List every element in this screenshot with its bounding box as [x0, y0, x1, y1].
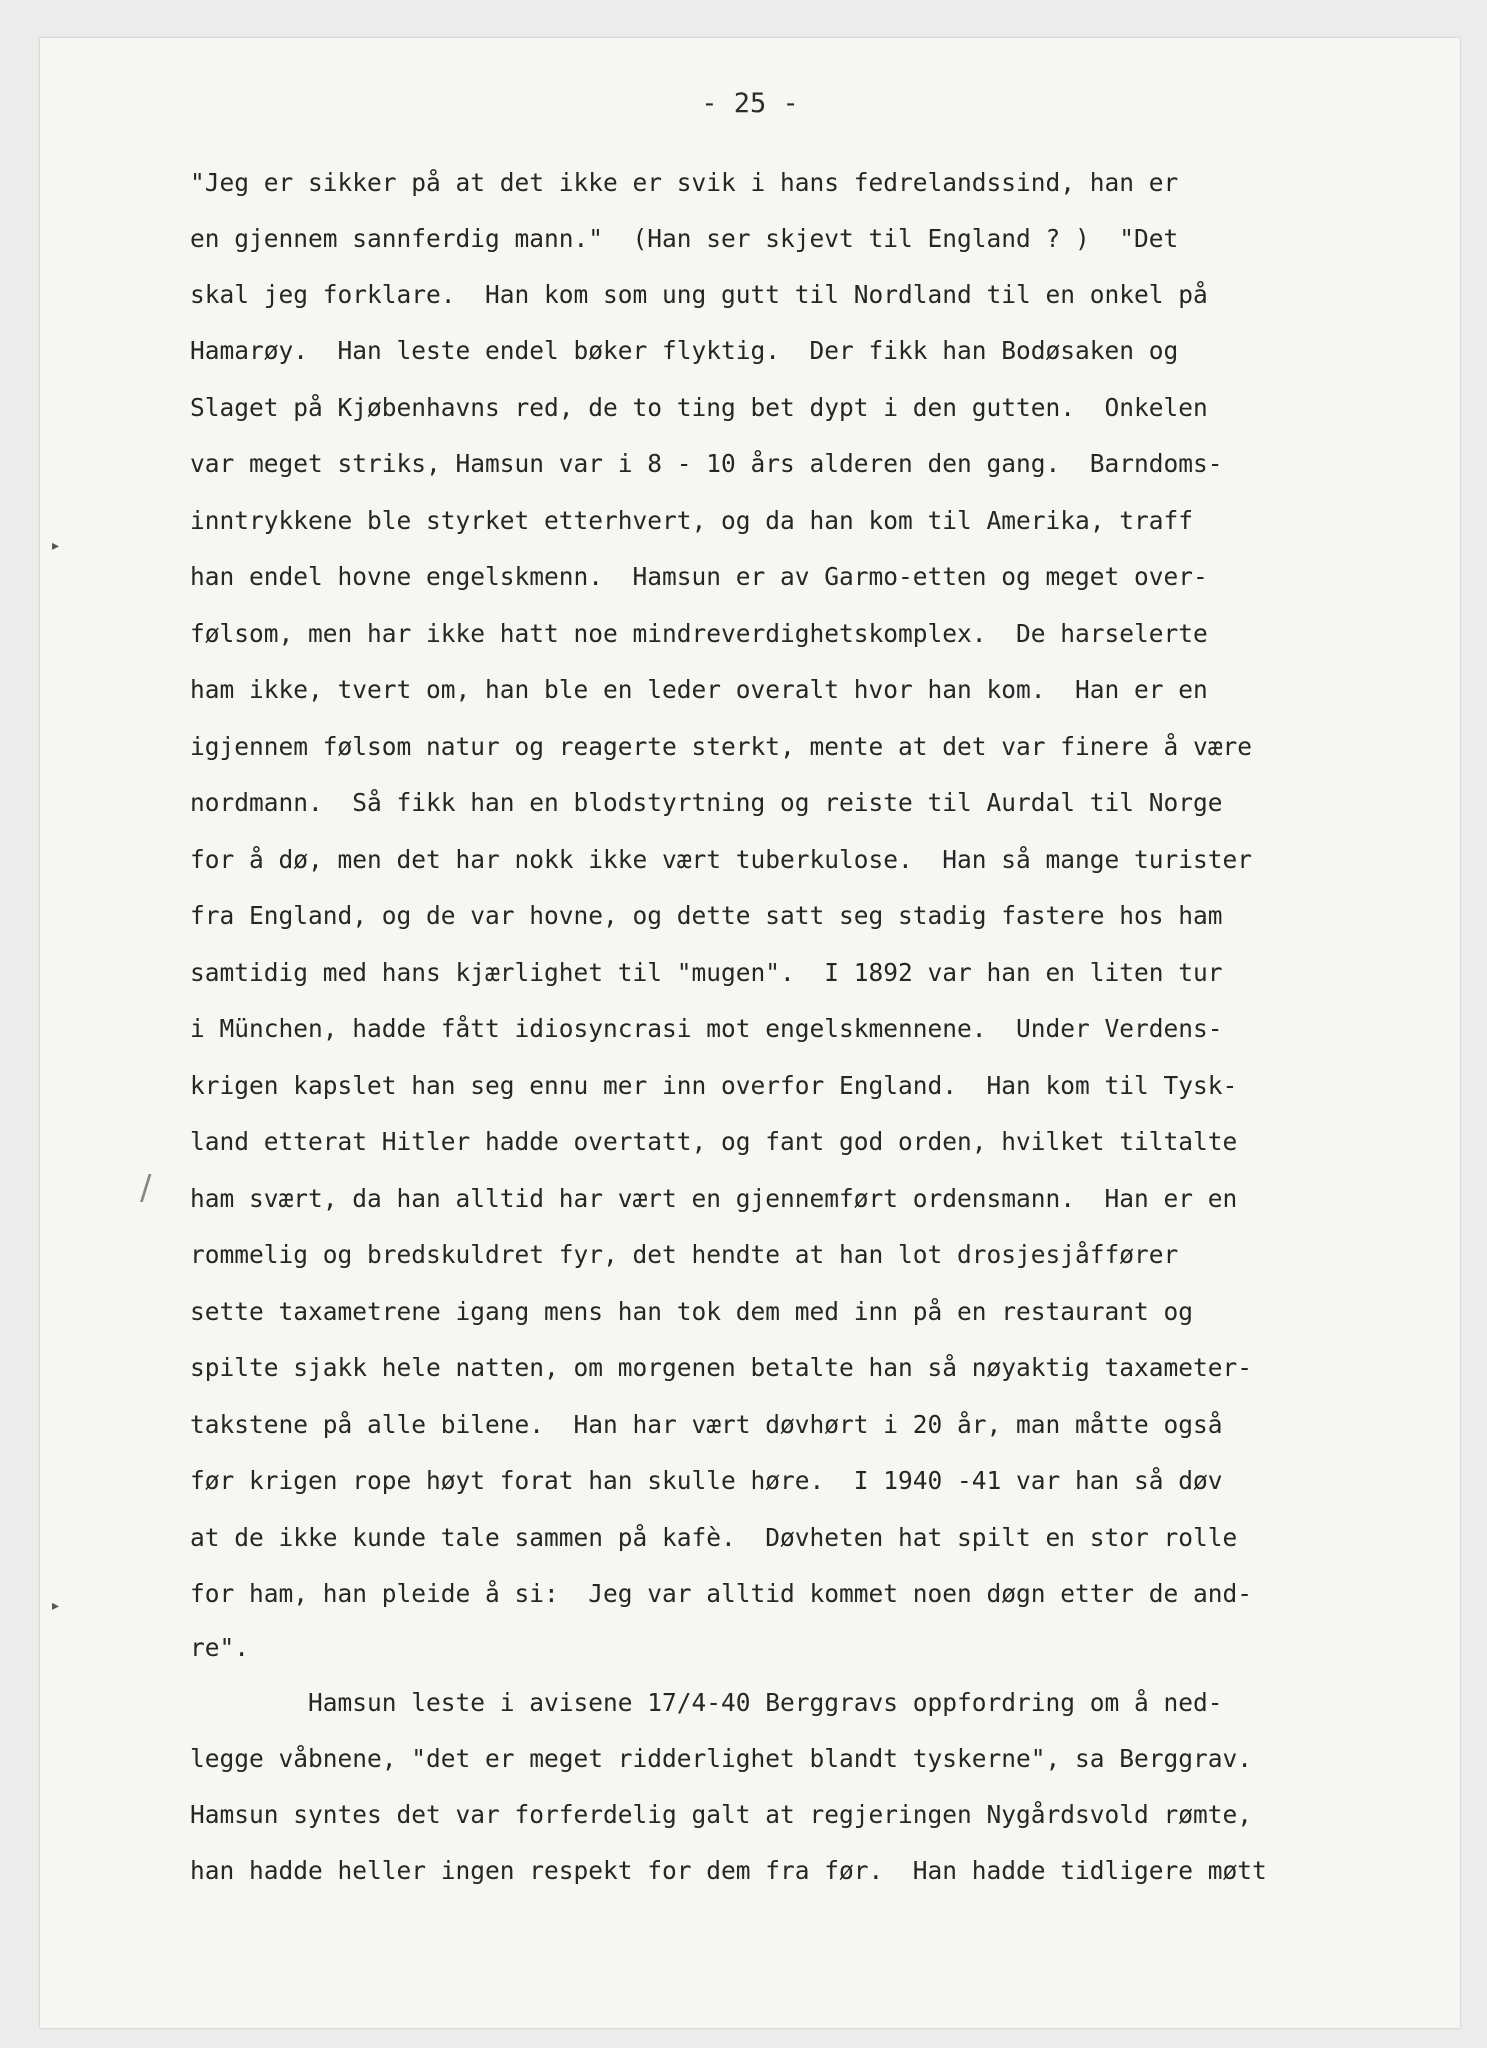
text-line: for å dø, men det har nokk ikke vært tuberkulose. Han så mange turister: [190, 845, 1253, 874]
text-line: sette taxametrene igang mens han tok dem med inn på en restaurant og: [190, 1297, 1194, 1326]
margin-mark: ▸: [52, 538, 60, 554]
text-line: inntrykkene ble styrket etterhvert, og da han kom til Amerika, traff: [190, 506, 1194, 535]
text-line: spilte sjakk hele natten, om morgenen betalte han så nøyaktig taxameter-: [190, 1353, 1253, 1382]
text-line: Hamsun syntes det var forferdelig galt at regjeringen Nygårdsvold rømte,: [190, 1800, 1253, 1829]
document-page: [40, 38, 1460, 2028]
text-line: en gjennem sannferdig mann." (Han ser skjevt til England ? ) "Det: [190, 224, 1179, 253]
text-line: land etterat Hitler hadde overtatt, og fant god orden, hvilket tiltalte: [190, 1127, 1238, 1156]
text-line: før krigen rope høyt forat han skulle høre. I 1940 -41 var han så døv: [190, 1466, 1223, 1495]
text-line: "Jeg er sikker på at det ikke er svik i hans fedrelandssind, han er: [190, 168, 1179, 197]
text-line: følsom, men har ikke hatt noe mindreverdighetskomplex. De harselerte: [190, 619, 1208, 648]
text-line: var meget striks, Hamsun var i 8 - 10 års alderen den gang. Barndoms-: [190, 449, 1223, 478]
text-line: nordmann. Så fikk han en blodstyrtning og reiste til Aurdal til Norge: [190, 788, 1223, 817]
text-line: han hadde heller ingen respekt for dem fra før. Han hadde tidligere møtt: [190, 1856, 1267, 1885]
margin-mark: ▸: [52, 1598, 60, 1614]
text-line: rommelig og bredskuldret fyr, det hendte at han lot drosjesjåffører: [190, 1240, 1179, 1269]
text-line: Slaget på Kjøbenhavns red, de to ting bet dypt i den gutten. Onkelen: [190, 393, 1208, 422]
text-line: Hamarøy. Han leste endel bøker flyktig. Der fikk han Bodøsaken og: [190, 336, 1179, 365]
text-line: for ham, han pleide å si: Jeg var alltid kommet noen døgn etter de and-: [190, 1579, 1253, 1608]
text-line: re".: [190, 1633, 250, 1662]
text-line: takstene på alle bilene. Han har vært døvhørt i 20 år, man måtte også: [190, 1410, 1223, 1439]
text-line: krigen kapslet han seg ennu mer inn overfor England. Han kom til Tysk-: [190, 1071, 1238, 1100]
text-line: samtidig med hans kjærlighet til "mugen". I 1892 var han en liten tur: [190, 958, 1223, 987]
text-line: ham ikke, tvert om, han ble en leder overalt hvor han kom. Han er en: [190, 675, 1208, 704]
text-line: han endel hovne engelskmenn. Hamsun er av Garmo-etten og meget over-: [190, 562, 1208, 591]
text-line: at de ikke kunde tale sammen på kafè. Døvheten hat spilt en stor rolle: [190, 1523, 1238, 1552]
margin-check-mark: /: [140, 1168, 152, 1208]
text-line: Hamsun leste i avisene 17/4-40 Berggravs oppfordring om å ned-: [190, 1688, 1223, 1717]
text-line: skal jeg forklare. Han kom som ung gutt til Nordland til en onkel på: [190, 280, 1208, 309]
text-line: legge våbnene, "det er meget ridderlighet blandt tyskerne", sa Berggrav.: [190, 1744, 1253, 1773]
text-line: igjennem følsom natur og reagerte sterkt, mente at det var finere å være: [190, 732, 1253, 761]
text-line: ham svært, da han alltid har vært en gjennemført ordensmann. Han er en: [190, 1184, 1238, 1213]
page-number: - 25 -: [701, 88, 799, 119]
text-line: i München, hadde fått idiosyncrasi mot engelskmennene. Under Verdens-: [190, 1014, 1223, 1043]
text-line: fra England, og de var hovne, og dette satt seg stadig fastere hos ham: [190, 901, 1223, 930]
